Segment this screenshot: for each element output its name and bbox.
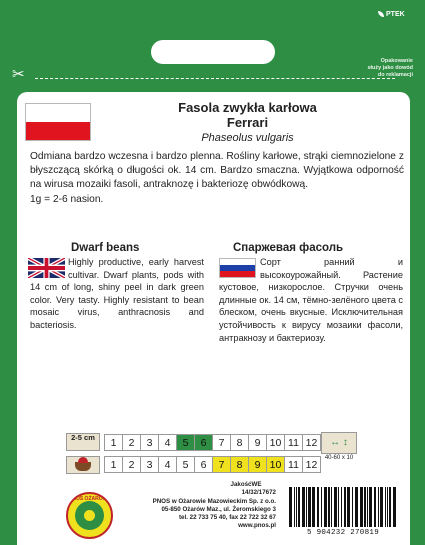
month-cell: 4 <box>159 435 177 451</box>
sowing-month-cell: 6 <box>195 435 213 451</box>
month-cell: 10 <box>267 435 285 451</box>
barcode-bar <box>331 487 332 527</box>
month-cell: 3 <box>141 435 159 451</box>
harvest-month-cell: 10 <box>267 457 285 473</box>
harvest-basket-icon <box>66 456 100 474</box>
barcode-bar <box>347 487 350 527</box>
company-address: 05-850 Ożarów Maz., ul. Żeromskiego 3 <box>161 505 276 513</box>
barcode-bar <box>289 487 292 527</box>
heading-english: Dwarf beans <box>71 242 140 254</box>
barcode-number: 5 904232 270819 <box>306 529 379 537</box>
barcode-bar <box>338 487 339 527</box>
month-cell: 11 <box>285 457 303 473</box>
description-english: Highly productive, early harvest cultivar. Dwarf plants, pods with 14 cm of long, shiny peel in dark green color. Very tasty. Highly resistant to bean mosaic virus, anthracnosis and bacteriosis. <box>30 257 204 330</box>
barcode-bar <box>352 487 353 527</box>
barcode-bar <box>308 487 311 527</box>
barcode-bar <box>378 487 379 527</box>
month-cell: 3 <box>141 457 159 473</box>
month-cell: 12 <box>303 435 321 451</box>
month-cell: 6 <box>195 457 213 473</box>
barcode-bar <box>389 487 391 527</box>
harvest-month-cell: 9 <box>249 457 267 473</box>
quality-mark: JakośćWE <box>230 481 262 488</box>
description-polish: Odmiana bardzo wczesna i bardzo plenna. Rośliny karłowe, strąki ciemnozielone z błyszczącą skórką o długości ok. 14 cm. Bardzo smaczna. Wyjątkowa odporność na wirusa mozaiki fasoli, antraknozę i bakteriozę obwódkową. 1g = 2-6 nasion. <box>30 150 404 207</box>
barcode-bar <box>302 487 305 527</box>
product-title <box>130 100 365 145</box>
month-cell: 1 <box>105 457 123 473</box>
poland-flag-icon <box>25 103 91 141</box>
barcode-bar <box>324 487 327 527</box>
barcode-bar <box>367 487 368 527</box>
plant-spacing-icon: ↔ ↕ <box>321 432 357 454</box>
barcode-bar <box>312 487 315 527</box>
harvest-month-cell: 8 <box>231 457 249 473</box>
company-phone: tel. 22 733 75 40, fax 22 722 32 67 <box>178 514 276 522</box>
month-cell: 2 <box>123 457 141 473</box>
producer-imprint <box>114 481 276 531</box>
lot-code: 14/32/17672 <box>241 489 276 497</box>
barcode-bar <box>393 487 396 527</box>
seed-count: 1g = 2-6 nasion. <box>30 193 104 205</box>
barcode-bar <box>334 487 337 527</box>
barcode-bar <box>364 487 366 527</box>
calendar-divider <box>17 377 410 421</box>
plant-spacing: 40-60 x 10 <box>324 455 354 461</box>
month-cell: 12 <box>303 457 321 473</box>
barcode-bar <box>344 487 346 527</box>
month-cell: 11 <box>285 435 303 451</box>
month-cell: 1 <box>105 435 123 451</box>
barcode-bar <box>306 487 307 527</box>
month-cell: 5 <box>177 457 195 473</box>
heading-russian: Спаржевая фасоль <box>233 242 344 254</box>
barcode-bar <box>294 487 295 527</box>
barcode-bar <box>317 487 319 527</box>
cut-line[interactable] <box>35 78 395 79</box>
barcode-bar <box>328 487 330 527</box>
barcode-bar <box>355 487 358 527</box>
month-cell: 9 <box>249 435 267 451</box>
product-name: Fasola zwykła karłowa <box>178 100 317 115</box>
company-website[interactable]: www.pnos.pl <box>238 522 276 530</box>
barcode-bar <box>360 487 363 527</box>
month-cell: 8 <box>231 435 249 451</box>
company-name: PNOS w Ożarowie Mazowieckim Sp. z o.o. <box>152 497 276 505</box>
complaint-note: Opakowanie służy jako dowód do reklamacji <box>367 58 413 78</box>
sowing-month-cell: 5 <box>177 435 195 451</box>
description-russian: Сорт ранний и высокоурожайный. Растение кустовое, низкорослое. Стручки очень длинные ок. 14 см, тёмно-зелёного цвета с блеском, очень вкусные. Исключительная устойчивость к вирусу мозаики фасоли, антракнозу и бактериозу. <box>219 257 403 343</box>
variety-name: Ferrari <box>226 115 269 130</box>
harvest-calendar <box>104 456 321 473</box>
pnos-logo: PNOS OŻARÓW <box>66 492 113 539</box>
barcode-bar <box>321 487 322 527</box>
barcode-bar <box>374 487 376 527</box>
barcode <box>283 485 403 540</box>
latin-name: Phaseolus vulgaris <box>201 132 294 144</box>
hanging-hole <box>151 40 275 64</box>
barcode-bar <box>369 487 372 527</box>
harvest-month-cell: 7 <box>213 457 231 473</box>
barcode-bar <box>385 487 386 527</box>
month-cell: 4 <box>159 457 177 473</box>
month-cell: 7 <box>213 435 231 451</box>
leaf-icon <box>378 11 384 17</box>
month-cell: 2 <box>123 435 141 451</box>
sowing-depth-icon: 2-5 cm <box>66 433 100 451</box>
barcode-bar <box>296 487 297 527</box>
scissors-icon: ✂ <box>12 66 25 83</box>
barcode-bar <box>298 487 300 527</box>
barcode-bar <box>341 487 342 527</box>
ptek-logo: PTEK <box>378 11 405 18</box>
barcode-bars <box>283 485 403 529</box>
barcode-bar <box>380 487 383 527</box>
sowing-calendar <box>104 434 321 451</box>
barcode-bar <box>387 487 388 527</box>
